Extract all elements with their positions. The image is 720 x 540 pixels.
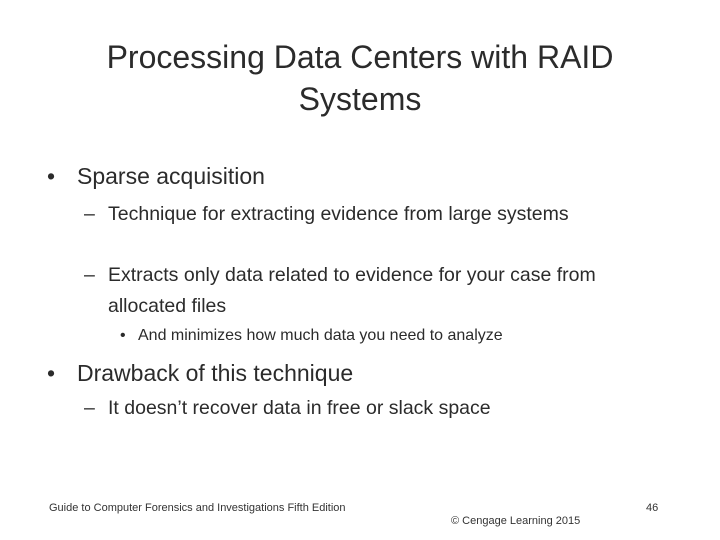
bullet-marker: • [47, 360, 56, 386]
bullet-marker: • [120, 327, 126, 344]
sub-bullet-text: Technique for extracting evidence from large systems [108, 203, 569, 225]
bullet-marker: • [47, 163, 56, 189]
dash-marker: – [84, 203, 95, 225]
bullet-text: Drawback of this technique [77, 360, 354, 386]
slide-title: Processing Data Centers with RAID Systems [106, 39, 614, 117]
dash-marker: – [84, 397, 95, 419]
sub-bullet-text: Extracts only data related to evidence for your case from allocated files [108, 264, 596, 317]
dash-marker: – [84, 264, 95, 286]
footer-copyright: © Cengage Learning 2015 [451, 515, 581, 527]
sub-bullet-text: It doesn’t recover data in free or slack space [108, 397, 491, 419]
footer-book-title: Guide to Computer Forensics and Investigations Fifth Edition [49, 502, 346, 514]
sub-sub-bullet-text: And minimizes how much data you need to analyze [138, 327, 503, 344]
page-number: 46 [646, 502, 659, 514]
bullet-text: Sparse acquisition [77, 163, 265, 189]
